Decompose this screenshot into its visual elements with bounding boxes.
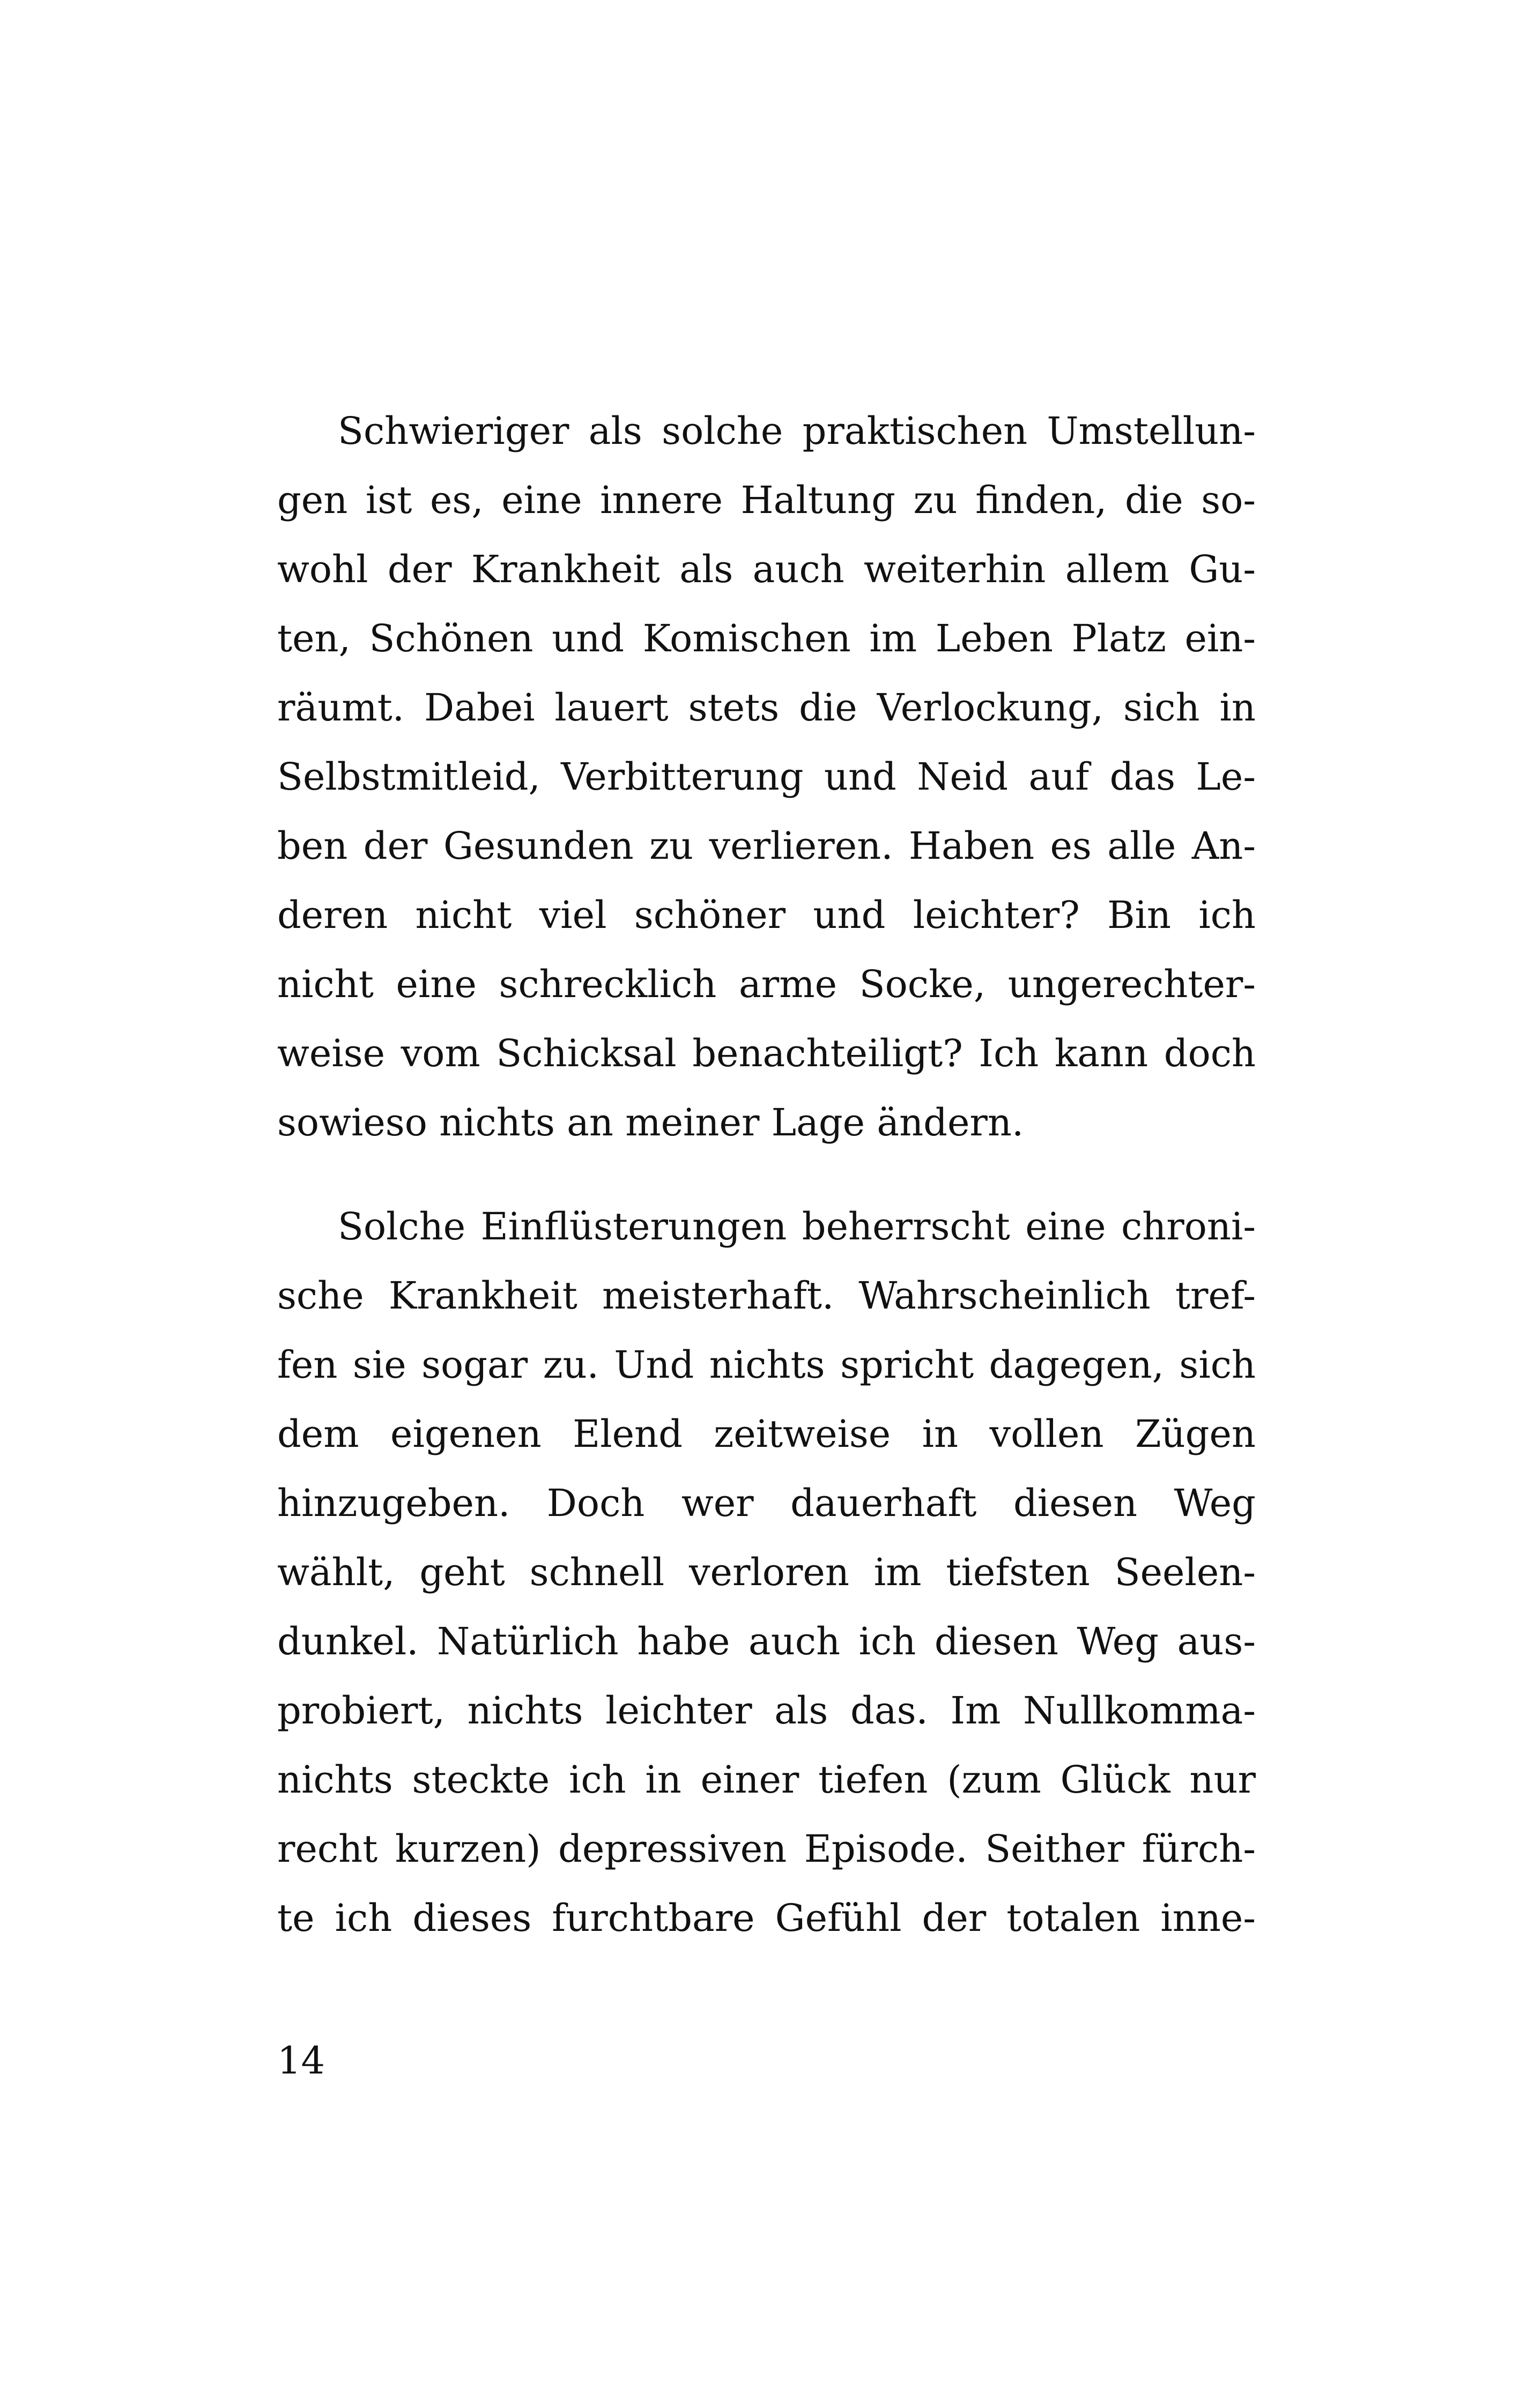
text-line: probiert, nichts leichter als das. Im Nullkomma- xyxy=(277,1689,1256,1733)
text-line: ten, Schönen und Komischen im Leben Platz ein- xyxy=(277,616,1256,660)
text-line: gen ist es, eine innere Haltung zu finden, die so- xyxy=(277,478,1256,522)
text-line: dunkel. Natürlich habe auch ich diesen Weg aus- xyxy=(277,1619,1256,1663)
text-line: wohl der Krankheit als auch weiterhin allem Gu- xyxy=(277,547,1256,591)
text-line: sowieso nichts an meiner Lage ändern. xyxy=(277,1101,1024,1144)
text-line: hinzugeben. Doch wer dauerhaft diesen Weg xyxy=(277,1481,1256,1525)
text-line: deren nicht viel schöner und leichter? Bin ich xyxy=(277,893,1256,937)
text-line: recht kurzen) depressiven Episode. Seither fürch- xyxy=(277,1827,1256,1871)
text-line: ben der Gesunden zu verlieren. Haben es alle An- xyxy=(277,824,1256,868)
text-line: sche Krankheit meisterhaft. Wahrscheinlich tref- xyxy=(277,1274,1256,1318)
text-line: wählt, geht schnell verloren im tiefsten Seelen- xyxy=(277,1550,1256,1594)
text-line: nichts steckte ich in einer tiefen (zum Glück nur xyxy=(277,1758,1256,1802)
page-number: 14 xyxy=(277,2039,325,2083)
text-line: Schwieriger als solche praktischen Umstellun- xyxy=(338,409,1256,453)
text-line: räumt. Dabei lauert stets die Verlockung, sich in xyxy=(277,686,1256,730)
paragraph-2 xyxy=(277,1192,1256,1953)
text-line: dem eigenen Elend zeitweise in vollen Zügen xyxy=(277,1412,1256,1456)
text-line: te ich dieses furchtbare Gefühl der totalen inne- xyxy=(277,1896,1256,1940)
text-line: nicht eine schrecklich arme Socke, ungerechter- xyxy=(277,962,1256,1006)
paragraph-1 xyxy=(277,397,1256,1157)
body-text xyxy=(277,397,1256,1953)
text-line: Solche Einflüsterungen beherrscht eine chroni- xyxy=(338,1205,1256,1248)
text-line: fen sie sogar zu. Und nichts spricht dagegen, sich xyxy=(277,1343,1256,1387)
text-line: weise vom Schicksal benachteiligt? Ich kann doch xyxy=(277,1031,1256,1075)
text-line: Selbstmitleid, Verbitterung und Neid auf das Le- xyxy=(277,755,1256,799)
